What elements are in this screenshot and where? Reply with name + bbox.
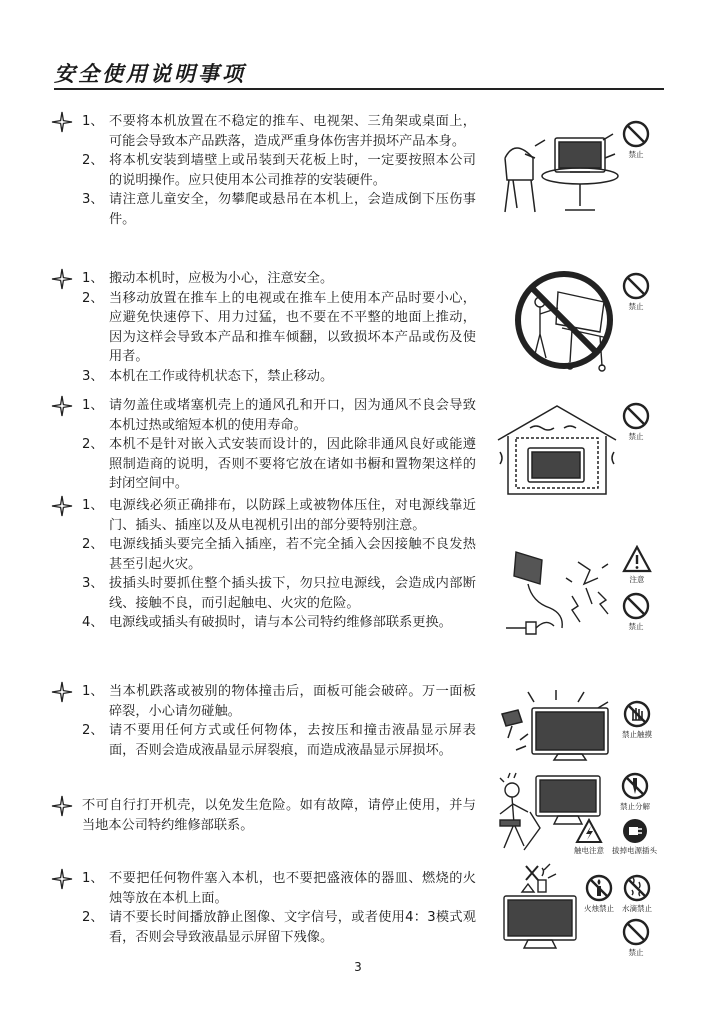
no-disassembly-icon bbox=[621, 772, 649, 800]
symbol-caption: 禁止 bbox=[628, 948, 644, 957]
list-item bbox=[56, 289, 476, 367]
power-cord-illustration bbox=[502, 548, 620, 640]
item-number: 3、 bbox=[82, 192, 104, 207]
list-item bbox=[56, 796, 476, 835]
prohibit-symbol bbox=[622, 120, 650, 160]
item-number: 2、 bbox=[82, 437, 104, 452]
item-text: 请不要长时间播放静止图像、文字信号，或者使用4：3模式观看，否则会导致液晶显示屏留下残像。 bbox=[109, 910, 476, 945]
item-text: 不要将本机放置在不稳定的推车、电视架、三角架或桌面上，可能会导致本产品跌落，造成严重身体伤害并损坏产品本身。 bbox=[109, 114, 476, 149]
item-text: 请不要用任何方式或任何物体，去按压和撞击液晶显示屏表面，否则会造成液晶显示屏裂痕，而造成液晶显示屏损坏。 bbox=[109, 723, 476, 758]
symbol-caption: 触电注意 bbox=[574, 846, 604, 855]
list-item bbox=[56, 367, 476, 387]
symbol-caption: 禁止 bbox=[628, 302, 644, 311]
item-number: 1、 bbox=[82, 871, 104, 886]
item-number: 1、 bbox=[82, 114, 104, 129]
shock-caution-symbol bbox=[574, 818, 604, 856]
item-number: 3、 bbox=[82, 576, 104, 591]
item-text: 不要把任何物件塞入本机，也不要把盛液体的器皿、燃烧的火烛等放在本机上面。 bbox=[109, 871, 476, 906]
no-water-symbol bbox=[622, 874, 652, 914]
list-item bbox=[56, 869, 476, 908]
item-number: 2、 bbox=[82, 537, 104, 552]
item-text: 当移动放置在推车上的电视或在推车上使用本产品时要小心，应避免快速停下、用力过猛，也不要在不平整的地面上推动，因为这样会导致本产品和推车倾翻，以致损坏本产品或伤及使用者。 bbox=[109, 290, 476, 364]
item-text: 不可自行打开机壳，以免发生危险。如有故障，请停止使用，并与当地本公司特约维修部联系。 bbox=[82, 798, 476, 833]
item-number: 2、 bbox=[82, 290, 104, 306]
prohibit-icon bbox=[622, 402, 650, 430]
section-7 bbox=[56, 869, 476, 947]
list-item bbox=[56, 396, 476, 435]
item-text: 电源线插头要完全插入插座，若不完全插入会因接触不良发热甚至引起火灾。 bbox=[109, 537, 476, 572]
prohibit-icon bbox=[622, 918, 650, 946]
symbol-caption: 拔掉电源插头 bbox=[612, 846, 657, 855]
tv-on-table-illustration bbox=[495, 118, 620, 218]
no-fire-symbol bbox=[584, 874, 614, 914]
item-text: 将本机安装到墙壁上或吊装到天花板上时，一定要按照本公司的说明操作。应只使用本公司推荐的安装硬件。 bbox=[109, 153, 476, 188]
prohibit-symbol bbox=[622, 592, 650, 632]
item-text: 当本机跌落或被别的物体撞击后，面板可能会破碎。万一面板碎裂，小心请勿碰触。 bbox=[109, 684, 476, 719]
item-number: 4、 bbox=[82, 615, 104, 630]
list-item bbox=[56, 574, 476, 613]
list-item bbox=[56, 535, 476, 574]
prohibit-symbol bbox=[622, 402, 650, 442]
caution-symbol bbox=[622, 545, 652, 585]
item-text: 电源线必须正确排布，以防踩上或被物体压住，对电源线靠近门、插头、插座以及从电视机引出的部分要特别注意。 bbox=[109, 498, 476, 533]
item-text: 请注意儿童安全，勿攀爬或悬吊在本机上，会造成倒下压伤事件。 bbox=[109, 192, 476, 227]
section-4 bbox=[56, 496, 476, 633]
item-number: 1、 bbox=[82, 498, 104, 513]
list-item bbox=[56, 908, 476, 947]
list-item bbox=[56, 269, 476, 289]
no-disassembly-symbol bbox=[620, 772, 650, 812]
symbol-caption: 注意 bbox=[629, 575, 645, 584]
symbol-caption: 火烛禁止 bbox=[584, 904, 614, 913]
list-item bbox=[56, 112, 476, 151]
enclosed-tv-illustration bbox=[494, 400, 620, 498]
list-item bbox=[56, 613, 476, 633]
prohibit-icon bbox=[622, 272, 650, 300]
section-2 bbox=[56, 269, 476, 386]
list-item bbox=[56, 435, 476, 494]
item-number: 1、 bbox=[82, 271, 104, 286]
prohibit-symbol bbox=[622, 918, 650, 958]
objects-on-tv-illustration bbox=[498, 860, 582, 952]
screen-impact-illustration bbox=[498, 690, 622, 764]
item-number: 3、 bbox=[82, 368, 104, 384]
list-item bbox=[56, 151, 476, 190]
unplug-symbol bbox=[612, 818, 657, 856]
title-underline bbox=[54, 88, 664, 90]
list-item bbox=[56, 682, 476, 721]
item-text: 搬动本机时，应极为小心，注意安全。 bbox=[109, 271, 334, 286]
pushing-cart-illustration bbox=[512, 262, 624, 380]
item-number: 2、 bbox=[82, 723, 104, 738]
page-title: 安全使用说明事项 bbox=[54, 61, 246, 86]
no-touch-icon bbox=[623, 700, 651, 728]
electric-shock-icon bbox=[575, 818, 603, 844]
symbol-caption: 禁止分解 bbox=[620, 802, 650, 811]
list-item bbox=[56, 496, 476, 535]
item-text: 请勿盖住或堵塞机壳上的通风孔和开口，因为通风不良会导致本机过热或缩短本机的使用寿命。 bbox=[109, 398, 476, 433]
page-number: 3 bbox=[354, 960, 362, 974]
item-text: 本机在工作或待机状态下，禁止移动。 bbox=[109, 368, 334, 384]
prohibit-symbol bbox=[622, 272, 650, 312]
item-number: 2、 bbox=[82, 153, 104, 168]
prohibit-icon bbox=[622, 120, 650, 148]
symbol-caption: 禁止 bbox=[628, 622, 644, 631]
no-fire-icon bbox=[585, 874, 613, 902]
section-1 bbox=[56, 112, 476, 229]
item-number: 1、 bbox=[82, 684, 104, 699]
section-6 bbox=[56, 796, 476, 835]
no-water-icon bbox=[623, 874, 651, 902]
section-5 bbox=[56, 682, 476, 760]
item-number: 2、 bbox=[82, 910, 104, 925]
symbol-caption: 禁止触摸 bbox=[622, 730, 652, 739]
item-text: 本机不是针对嵌入式安装而设计的，因此除非通风良好或能遵照制造商的说明，否则不要将它放在诸如书橱和置物架这样的封闭空间中。 bbox=[109, 437, 476, 491]
list-item bbox=[56, 190, 476, 229]
warning-triangle-icon bbox=[622, 545, 652, 573]
unplug-icon bbox=[621, 818, 649, 844]
no-touch-symbol bbox=[622, 700, 652, 740]
symbol-caption: 禁止 bbox=[628, 150, 644, 159]
item-number: 1、 bbox=[82, 398, 104, 413]
symbol-caption: 水滴禁止 bbox=[622, 904, 652, 913]
section-3 bbox=[56, 396, 476, 494]
list-item bbox=[56, 721, 476, 760]
item-text: 电源线或插头有破损时，请与本公司特约维修部联系更换。 bbox=[109, 615, 452, 630]
prohibit-icon bbox=[622, 592, 650, 620]
symbol-caption: 禁止 bbox=[628, 432, 644, 441]
item-text: 拔插头时要抓住整个插头拔下，勿只拉电源线，会造成内部断线、接触不良，而引起触电、火灾的危险。 bbox=[109, 576, 476, 611]
